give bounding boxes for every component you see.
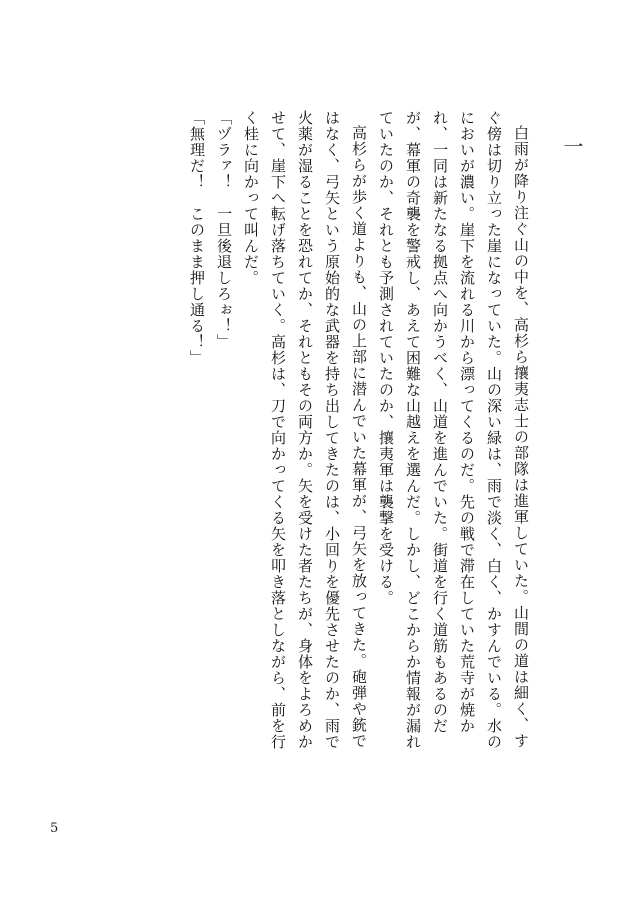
- page-number: 5: [50, 821, 59, 836]
- paragraph-1: 白雨が降り注ぐ山の中を、高杉ら攘夷志士の部隊は進軍していた。山間の道は細く、すぐ傍は切り立った崖になっていた。山の深い緑は、雨で淡く、白く、かすんでいる。水のにおいが濃い。崖下を流れる川から漂ってくるのだ。先の戦で滞在していた荒寺が焼かれ、一同は新たなる拠点へ向かうべく、山道を進んでいた。街道を行く道筋もあるのだが、幕軍の奇襲を警戒し、あえて困難な山越えを選んだ。しかし、どこからか情報が漏れていたのか、それとも予測されていたのか、攘夷軍は襲撃を受ける。: [377, 110, 530, 750]
- vertical-text-block: [183, 110, 585, 750]
- dialogue-line-2: 「無理だ！ このまま押し通る！」: [188, 110, 206, 366]
- dialogue-line-1: 「ヅラァ！ 一旦後退しろぉ！」: [215, 110, 233, 350]
- paragraph-2: 高杉らが歩く道よりも、山の上部に潜んでいた幕軍が、弓矢を放ってきた。砲弾や銃ではなく、弓矢という原始的な武器を持ち出してきたのは、小回りを優先させたのか、雨で火薬が湿ることを恐れてか、それともその両方か。矢を受けた者たちが、身体をよろめかせて、崖下へ転げ落ちていく。高杉は、刀で向かってくる矢を叩き落としながら、前を行く桂に向かって叫んだ。: [242, 110, 368, 750]
- chapter-title: 一: [560, 136, 584, 160]
